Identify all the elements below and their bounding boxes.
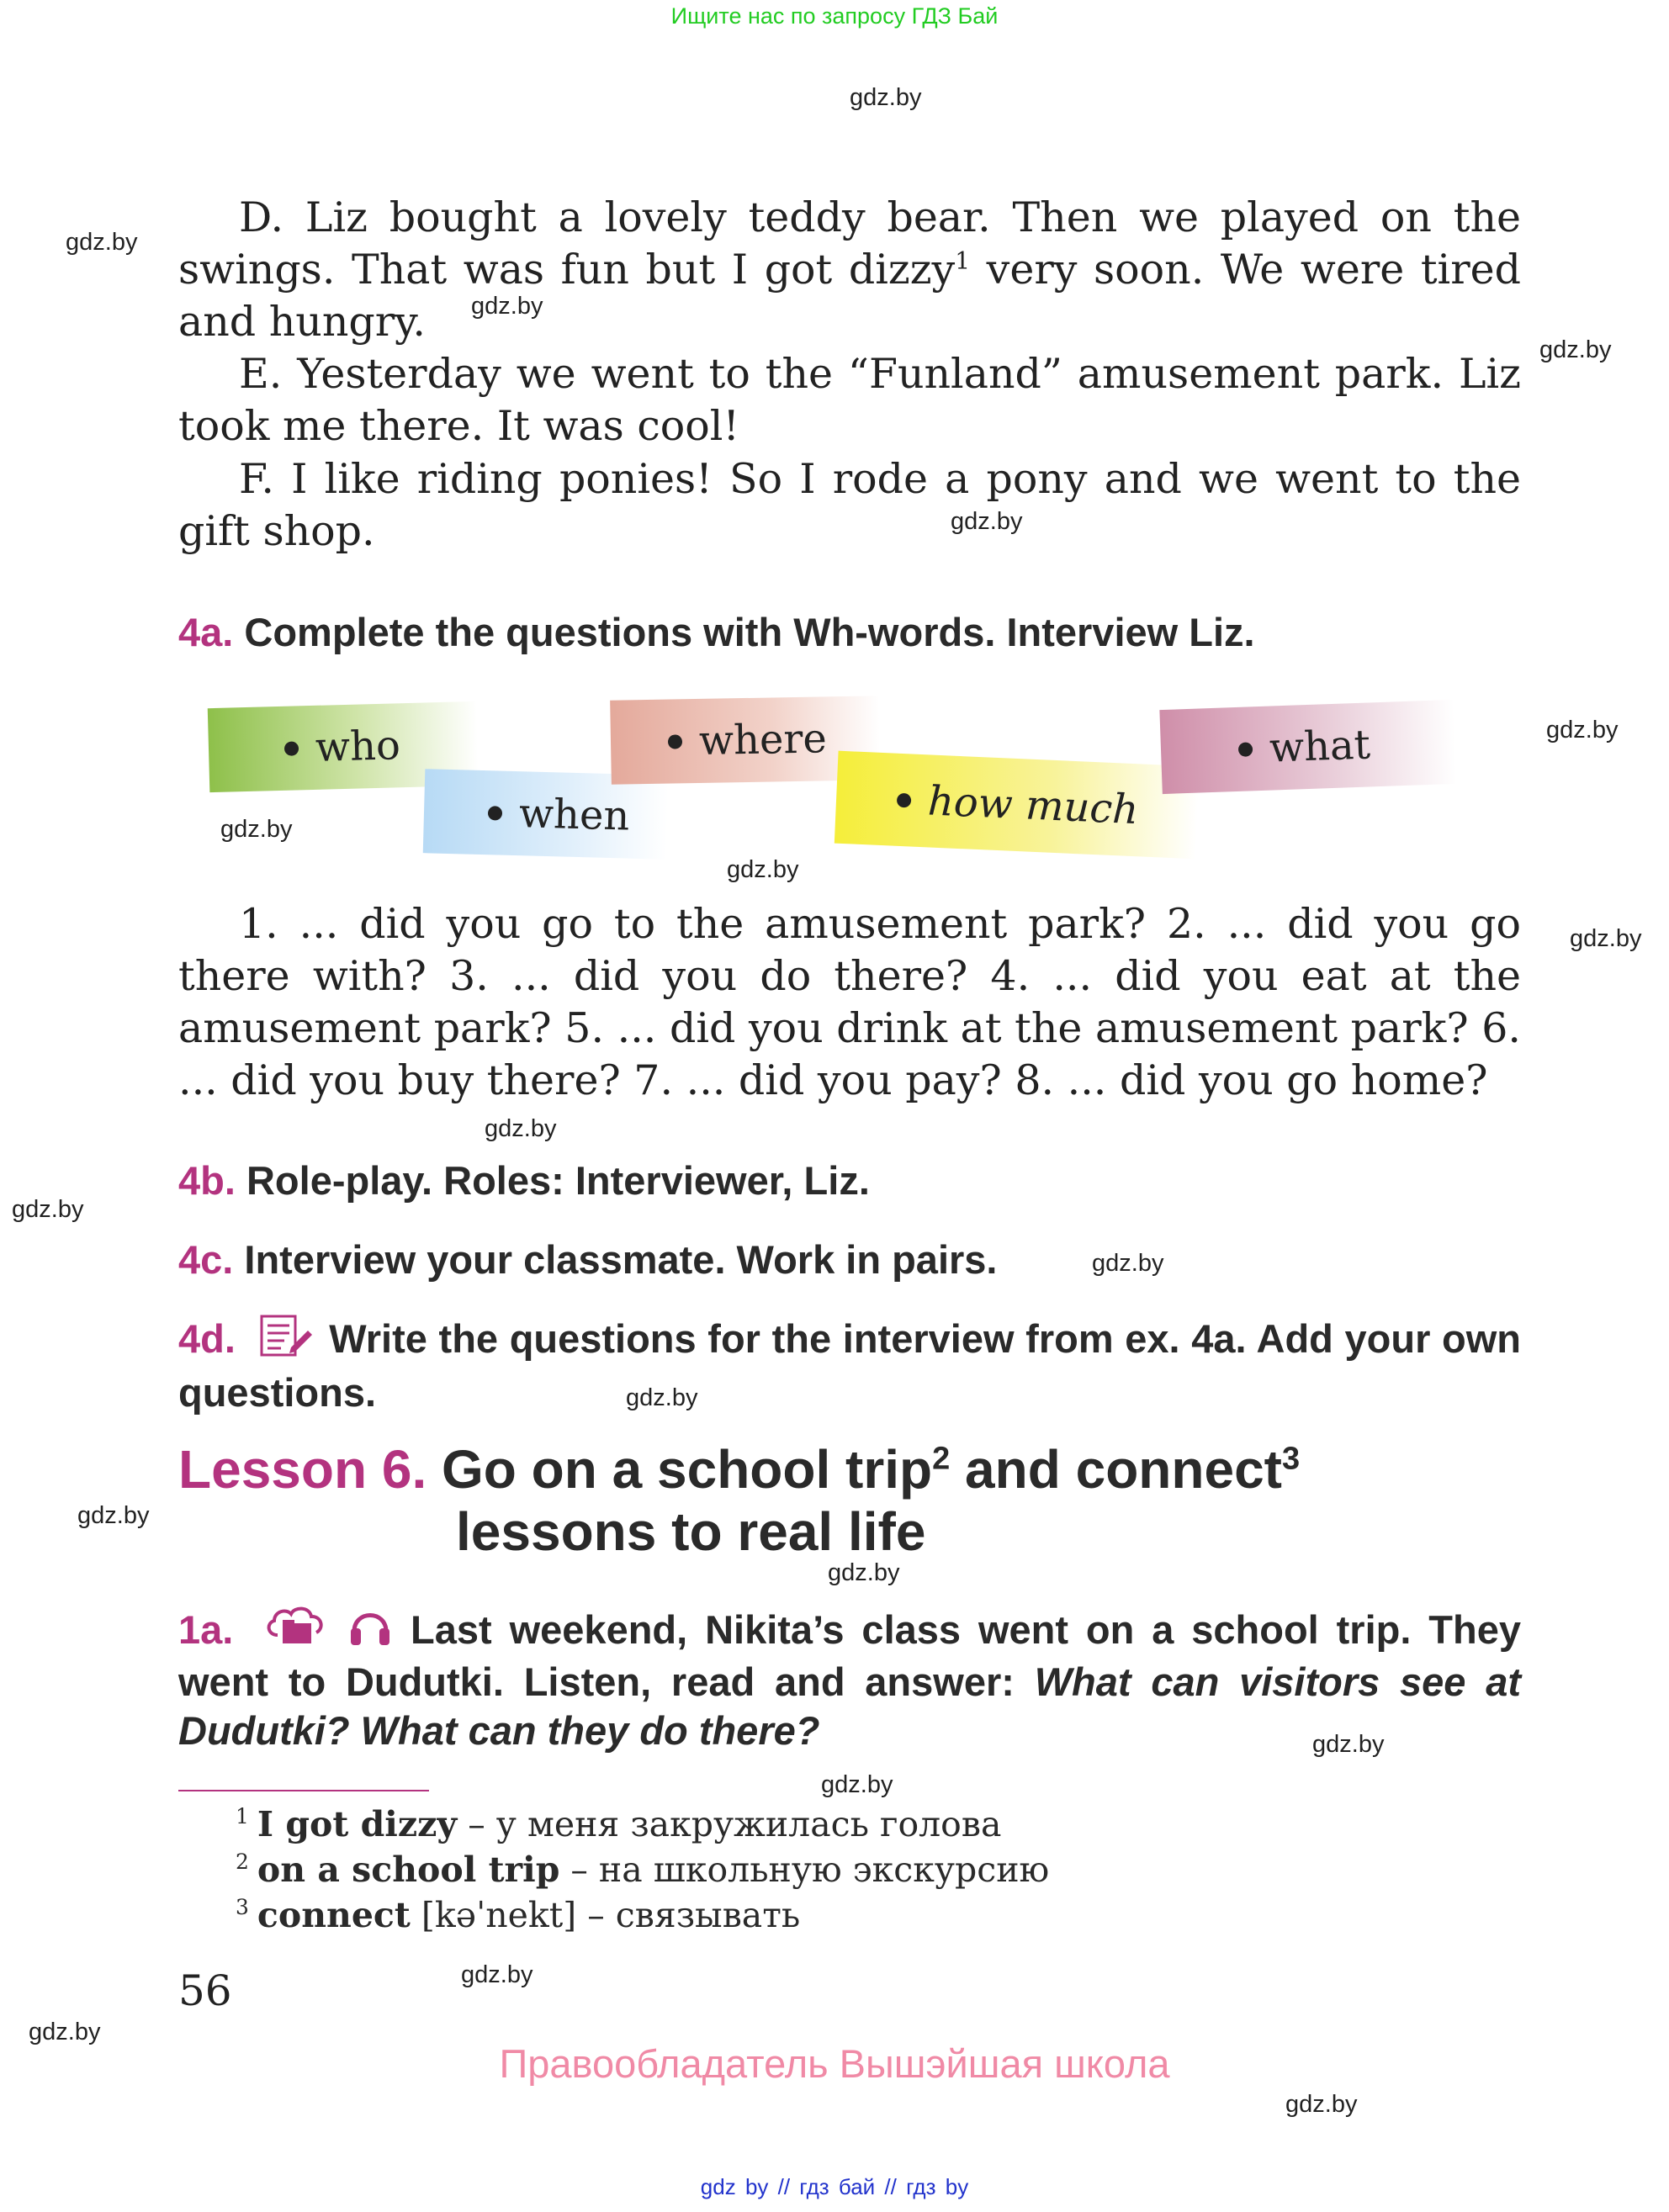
watermark: gdz.by bbox=[1285, 2091, 1358, 2118]
story-paragraph-e: E. Yesterday we went to the “Funland” amusement park. Liz took me there. It was cool! bbox=[178, 350, 1521, 450]
bottom-links[interactable]: gdz by // гдз бай // гдз by bbox=[700, 2174, 969, 2199]
task-1a: 1a. Last weekend, Nikita’s class went on a school trip. They went to Dudutki. Listen, read and answer: What can visitors see at Dudutki? What can they do there? bbox=[178, 1603, 1521, 1755]
writing-notebook-icon bbox=[259, 1314, 315, 1368]
copyright-holder: Правообладатель Вышэйшая школа bbox=[499, 2041, 1170, 2086]
watermark: gdz.by bbox=[850, 84, 922, 111]
lesson-heading: Lesson 6. Go on a school trip$^2$ and connect$^3$ lessons to real life bbox=[178, 1439, 1301, 1562]
wh-word-where: where bbox=[610, 696, 881, 785]
page-number: 56 bbox=[178, 1966, 232, 2015]
bullet-icon bbox=[488, 806, 502, 820]
task-4b: 4b. Role-play. Roles: Interviewer, Liz. bbox=[178, 1158, 870, 1203]
watermark: gdz.by bbox=[461, 1961, 533, 1988]
story-paragraph-d: D. Liz bought a lovely teddy bear. Then we played on the swings. That was fun but I got dizzy$^1$ very soon. We were tired and hungry. bbox=[178, 193, 1522, 346]
bullet-icon bbox=[284, 741, 299, 755]
watermark: gdz.by bbox=[1570, 925, 1642, 952]
task-4a: 4a. Complete the questions with Wh-words. Interview Liz. bbox=[178, 610, 1255, 654]
cloud-folder-icon bbox=[262, 1603, 330, 1658]
wh-word-who: who bbox=[208, 701, 480, 792]
watermark: gdz.by bbox=[821, 1771, 893, 1798]
bullet-icon bbox=[668, 734, 682, 749]
wh-word-how-much: how much bbox=[834, 751, 1200, 860]
watermark: gdz.by bbox=[951, 508, 1023, 535]
watermark: gdz.by bbox=[1539, 336, 1612, 363]
task-4d: 4d. Write the questions for the interview from ex. 4a. Add your own questions. bbox=[178, 1314, 1521, 1417]
footnote-divider bbox=[178, 1790, 429, 1791]
bullet-icon bbox=[1238, 742, 1253, 757]
bullet-icon bbox=[897, 792, 912, 807]
watermark: gdz.by bbox=[485, 1115, 557, 1142]
watermark: gdz.by bbox=[626, 1384, 698, 1411]
questions-list: 1. ... did you go to the amusement park? 2. ... did you go there with? 3. ... did you do there? 4. ... did you eat at the amusement park? 5. ... did you drink at the amusement park? 6. ... did you buy there? 7. ... did you pay? 8. ... did you go home? bbox=[178, 900, 1521, 1104]
top-search-note: Ищите нас по запросу ГДЗ Бай bbox=[670, 3, 999, 29]
watermark: gdz.by bbox=[66, 229, 138, 256]
watermark: gdz.by bbox=[1546, 717, 1619, 744]
story-paragraph-f: F. I like riding ponies! So I rode a pony and we went to the gift shop. bbox=[178, 455, 1521, 555]
footnote-3: $^3$ connect [kəˈnekt] – связывать bbox=[236, 1895, 801, 1935]
watermark: gdz.by bbox=[727, 856, 799, 883]
headphones-icon bbox=[347, 1603, 393, 1658]
task-4c: 4c. Interview your classmate. Work in pairs. bbox=[178, 1237, 998, 1282]
watermark: gdz.by bbox=[471, 293, 543, 320]
footnote-2: $^2$ on a school trip – на школьную экскурсию bbox=[236, 1850, 1050, 1890]
watermark: gdz.by bbox=[29, 2019, 101, 2045]
wh-word-what: what bbox=[1159, 700, 1456, 794]
watermark: gdz.by bbox=[12, 1196, 84, 1223]
watermark: gdz.by bbox=[220, 816, 293, 843]
watermark: gdz.by bbox=[1092, 1250, 1164, 1277]
watermark: gdz.by bbox=[1312, 1731, 1385, 1758]
footnote-1: $^1$ I got dizzy – у меня закружилась голова bbox=[236, 1804, 1002, 1844]
watermark: gdz.by bbox=[828, 1559, 900, 1586]
wh-word-when: when bbox=[423, 769, 670, 860]
watermark: gdz.by bbox=[77, 1502, 150, 1529]
